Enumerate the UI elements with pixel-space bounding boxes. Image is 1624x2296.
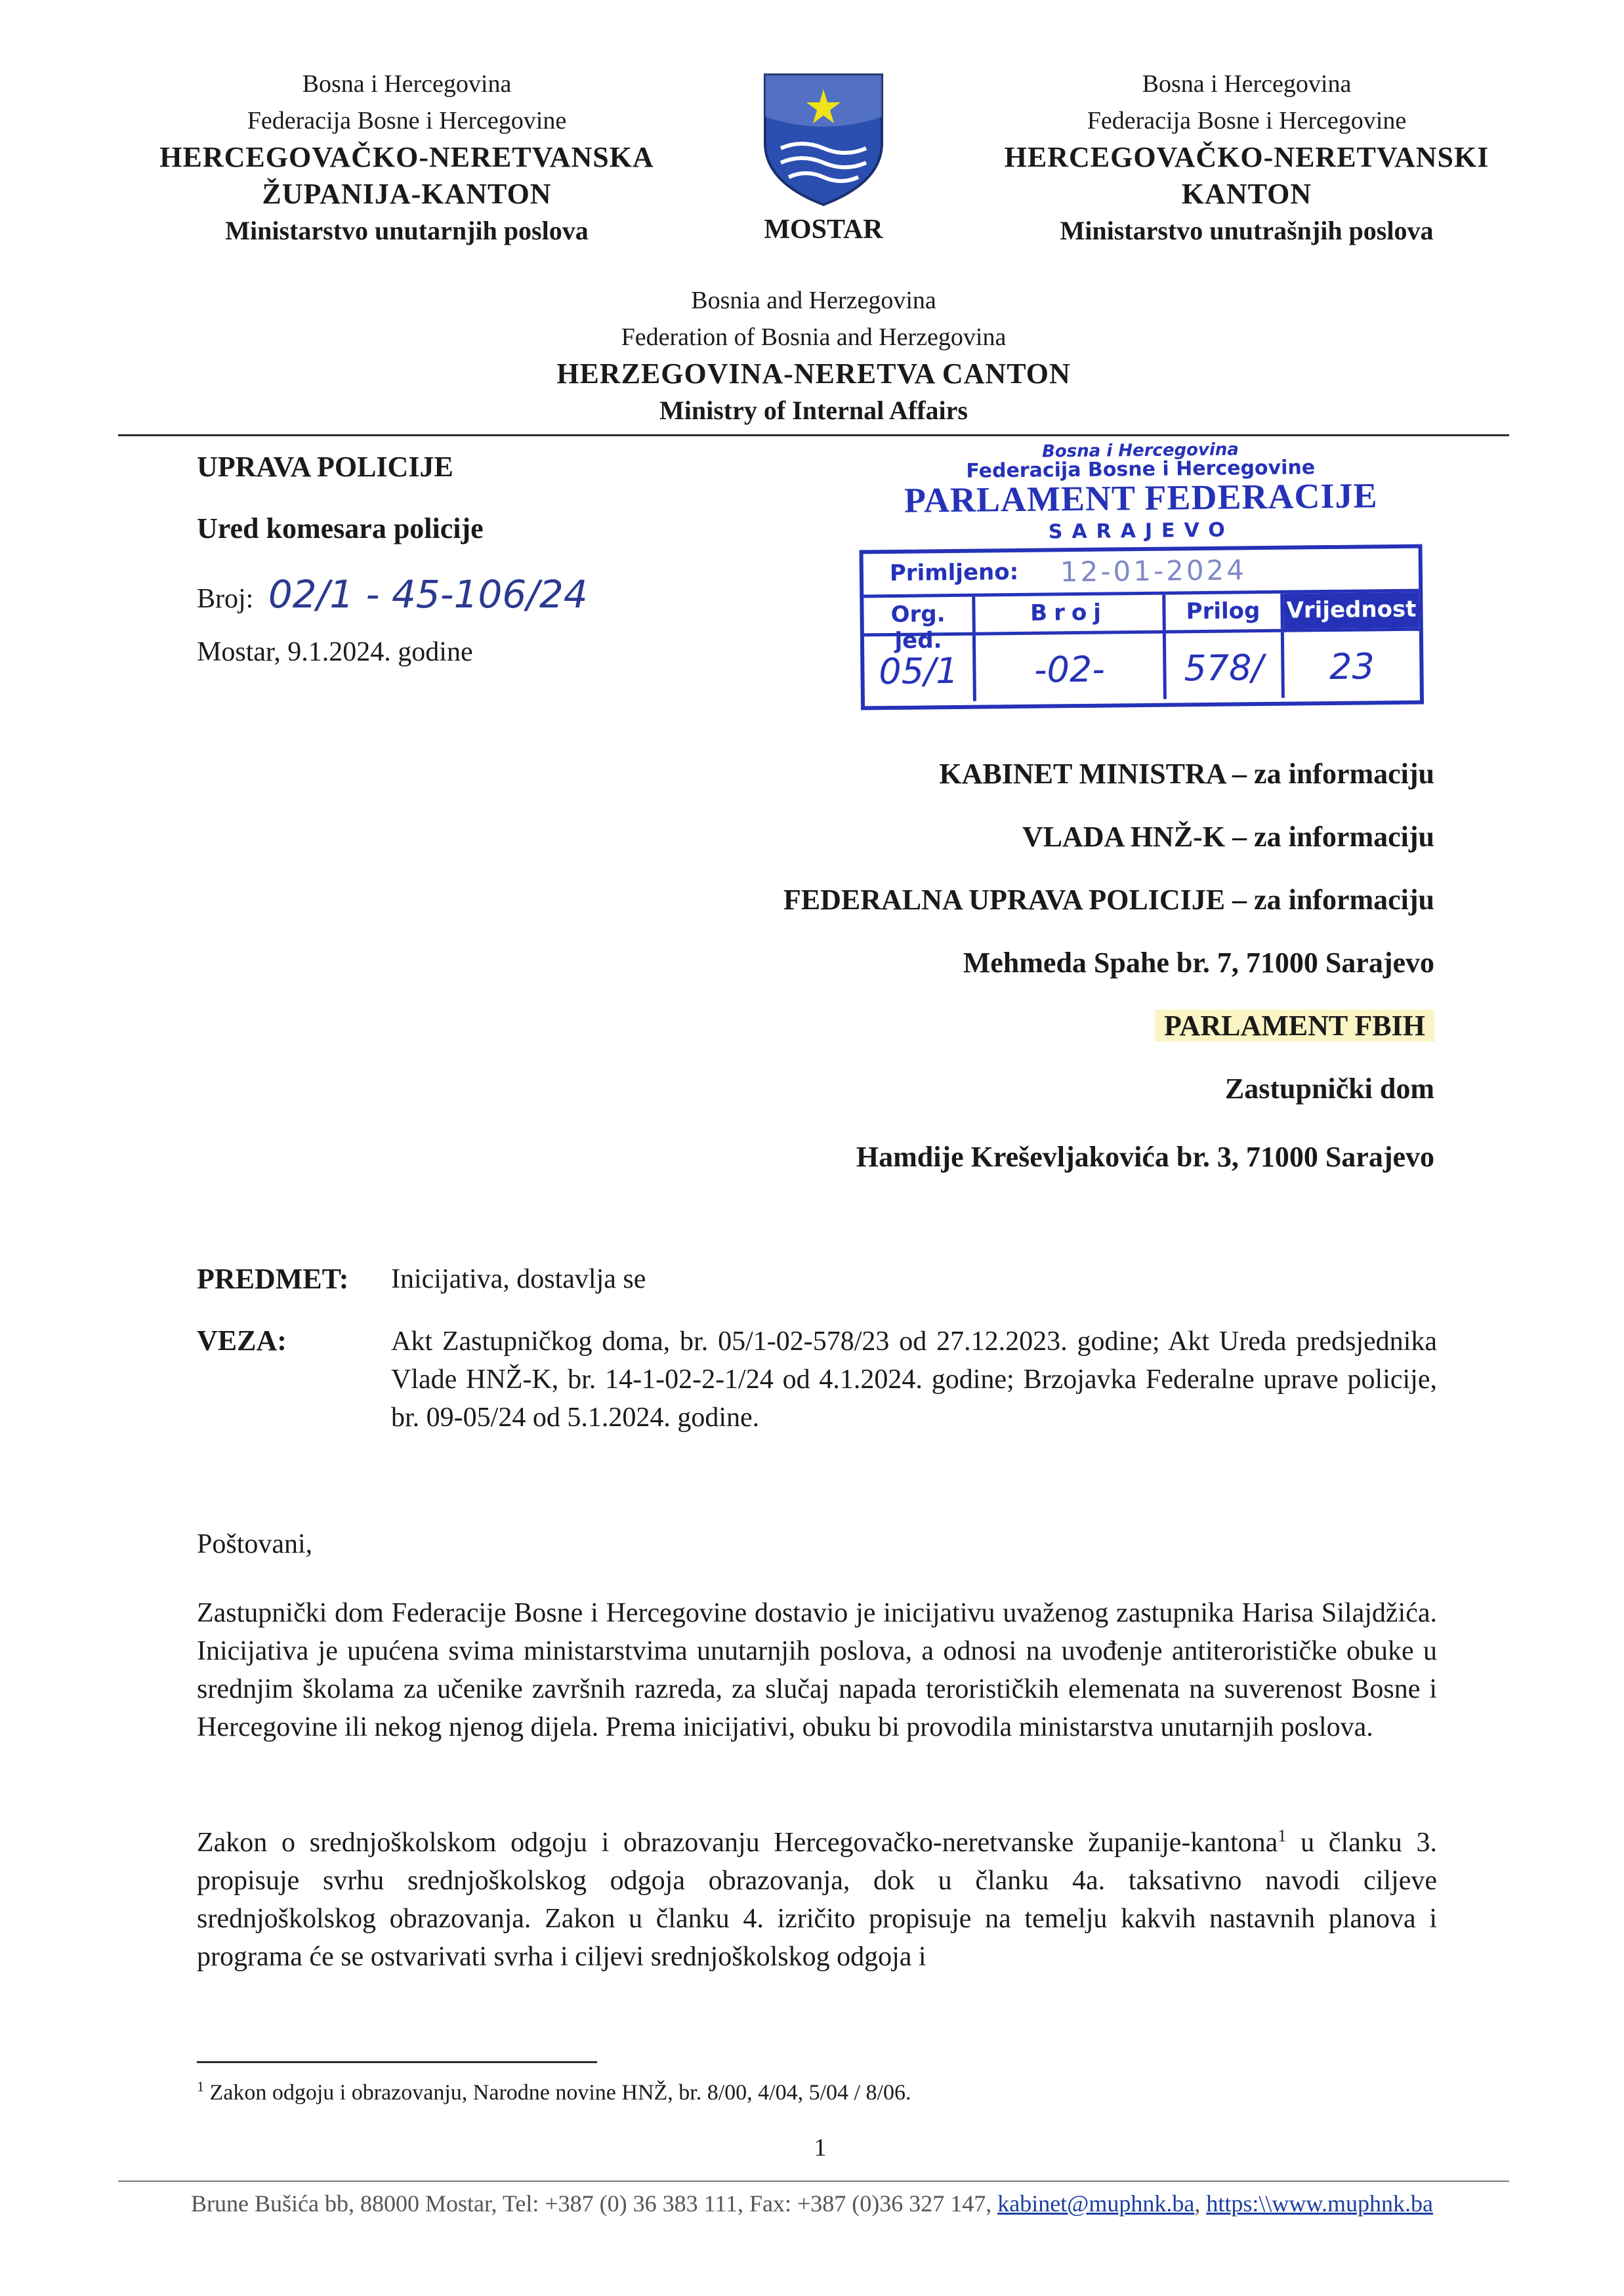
footer-address: Brune Bušića bb, 88000 Mostar, Tel: +387 (0) 36 383 111, Fax: +387 (0)36 327 147, — [191, 2190, 998, 2217]
page-number: 1 — [814, 2134, 827, 2162]
header-city: MOSTAR — [764, 215, 883, 245]
header-right-line4: KANTON — [1181, 178, 1312, 210]
header-left-line4: ŽUPANIJA-KANTON — [262, 178, 552, 210]
subject-label: PREDMET: — [197, 1263, 349, 1295]
header-english-line4: Ministry of Internal Affairs — [659, 396, 968, 425]
header-left-line2: Federacija Bosne i Hercegovine — [247, 107, 567, 134]
footer-website-link[interactable]: https:\\www.muphnk.ba — [1206, 2190, 1433, 2217]
header-right-line5: Ministarstvo unutrašnjih poslova — [1060, 216, 1434, 245]
header-left — [118, 66, 696, 249]
header-left-line1: Bosna i Hercegovina — [302, 70, 512, 98]
header-english-line1: Bosnia and Herzegovina — [691, 287, 936, 314]
subject-text: Inicijativa, dostavlja se — [391, 1264, 646, 1294]
stamp-col-org: Org. jed. — [864, 597, 976, 634]
footer-divider — [118, 2181, 1509, 2182]
header-english-line3: HERZEGOVINA-NERETVA CANTON — [556, 358, 1071, 390]
stamp-col-vrijednost: Vrijednost — [1283, 592, 1419, 629]
stamp-grid — [860, 544, 1425, 710]
recipient-2: VLADA HNŽ-K – za informaciju — [1022, 821, 1434, 853]
footnote-divider — [197, 2061, 597, 2063]
stamp-line2: Federacija Bosne i Hercegovine — [966, 456, 1316, 483]
footnote-mark: 1 — [197, 2078, 204, 2095]
sender-unit: Ured komesara policije — [197, 512, 484, 544]
stamp-received-row — [864, 548, 1419, 598]
recipients — [591, 743, 1434, 1189]
stamp-val-vrijednost: 23 — [1329, 646, 1375, 688]
footnote-ref: 1 — [1278, 1826, 1287, 1845]
received-stamp — [852, 438, 1432, 719]
body-para-2 — [197, 1817, 1437, 1976]
stamp-line1: Bosna i Hercegovina — [1041, 440, 1239, 462]
greeting: Poštovani, — [197, 1529, 313, 1559]
sender-place-date: Mostar, 9.1.2024. godine — [197, 637, 473, 667]
recipient-5: PARLAMENT FBIH — [1155, 1010, 1434, 1042]
header-right-line2: Federacija Bosne i Hercegovine — [1087, 107, 1407, 134]
stamp-col-prilog: Prilog — [1165, 594, 1284, 630]
header-left-line3: HERCEGOVAČKO-NERETVANSKA — [159, 141, 654, 173]
header-left-line5: Ministarstvo unutarnjih poslova — [225, 216, 589, 245]
footer-email-link[interactable]: kabinet@muphnk.ba — [997, 2190, 1195, 2217]
sender-number-label: Broj: — [197, 584, 254, 614]
stamp-received-label: Primljeno: — [889, 558, 1019, 587]
recipient-4: Mehmeda Spahe br. 7, 71000 Sarajevo — [963, 947, 1434, 979]
recipient-3: FEDERALNA UPRAVA POLICIJE – za informaciju — [783, 884, 1434, 916]
header-english-line2: Federation of Bosnia and Herzegovina — [621, 323, 1007, 351]
stamp-line3: PARLAMENT FEDERACIJE — [904, 476, 1378, 520]
sender-number-row — [197, 572, 588, 617]
footnote-text: Zakon odgoju i obrazovanju, Narodne novine HNŽ, br. 8/00, 4/04, 5/04 / 8/06. — [209, 2080, 911, 2105]
stamp-val-prilog: 578/ — [1166, 632, 1285, 699]
sender-office: UPRAVA POLICIJE — [197, 451, 453, 483]
stamp-value-row — [864, 631, 1420, 703]
stamp-received-date: 12-01-2024 — [1060, 554, 1247, 588]
stamp-line4: SARAJEVO — [1048, 518, 1234, 544]
header-english — [420, 282, 1207, 429]
recipient-7: Hamdije Kreševljakovića br. 3, 71000 Sarajevo — [856, 1141, 1434, 1173]
body-para-1: Zastupnički dom Federacije Bosne i Hercegovine dostavio je inicijativu uvaženog zastupnika Harisa Silajdžića. Inicijativa je upućena svima ministarstvima unutarnjih poslova, a odnosi na uvođenje antiterorističke obuke u srednjim školama za učenike završnih razreda, za slučaj napada terorističkih elemenata na suverenost Bosne i Hercegovine ili nekog njenog dijela. Prema inicijativi, obuku bi provodila ministarstva unutarnjih poslova. — [197, 1598, 1437, 1742]
stamp-col-broj: Broj — [975, 595, 1166, 632]
stamp-val-broj: -02- — [976, 634, 1167, 701]
footer-separator: , — [1194, 2190, 1207, 2217]
recipient-6: Zastupnički dom — [1224, 1073, 1434, 1105]
footer — [66, 2190, 1558, 2217]
body-para-2-rest: u članku 3. propisuje svrhu srednjoškolskog odgoja obrazovanja, dok u članku 4a. taksativno navodi ciljeve srednjoškolskog obrazovanja. Zakon u članku 4. izričito propisuje na temelju kakvih nastavnih planova i programa će se ostvarivati svrha i ciljevi srednjoškolskog odgoja i — [197, 1828, 1437, 1972]
header-right-line3: HERCEGOVAČKO-NERETVANSKI — [1004, 141, 1489, 173]
sender-number-handwritten: 02/1 - 45-106/24 — [268, 572, 588, 617]
header-right — [958, 66, 1535, 249]
footnote — [197, 2078, 911, 2105]
recipient-1: KABINET MINISTRA – za informaciju — [939, 758, 1434, 790]
stamp-header-row — [864, 592, 1419, 654]
coat-of-arms-icon — [761, 71, 886, 209]
reference-label: VEZA: — [197, 1324, 287, 1357]
header-right-line1: Bosna i Hercegovina — [1142, 70, 1352, 98]
header-divider — [118, 434, 1509, 436]
body-para-2-start: Zakon o srednjoškolskom odgoju i obrazovanju Hercegovačko-neretvanske županije-kantona — [197, 1828, 1278, 1858]
stamp-val-org: 05/1 — [864, 636, 976, 703]
reference-text: Akt Zastupničkog doma, br. 05/1-02-578/23 od 27.12.2023. godine; Akt Ureda predsjednika Vlade HNŽ-K, br. 14-1-02-2-1/24 od 4.1.2024. godine; Brzojavka Federalne uprave policije, br. 09-05/24 od 5.1.2024. godine. — [391, 1326, 1437, 1433]
